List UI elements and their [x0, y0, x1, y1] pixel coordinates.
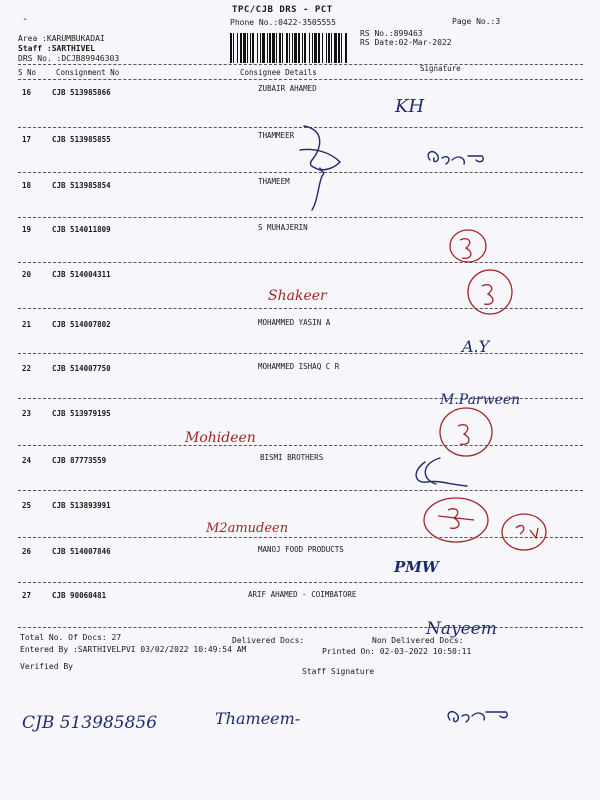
row-divider: [18, 172, 583, 173]
row-sno: 19: [22, 225, 32, 234]
row-consignee: THAMEEM: [258, 177, 290, 186]
barcode-image: [228, 33, 350, 63]
row-sno: 22: [22, 364, 32, 373]
row-divider: [18, 582, 583, 583]
staff-label: Staff :SARTHIVEL: [18, 44, 96, 53]
row-consignment: CJB 513979195: [52, 409, 111, 418]
col-consignee: Consignee Details: [240, 68, 317, 77]
drs-number: DRS No. :DCJB89946303: [18, 54, 120, 63]
row-consignee: BISMI BROTHERS: [260, 453, 324, 462]
corner-mark: -: [22, 14, 29, 25]
row-consignment: CJB 90060481: [52, 591, 107, 600]
signature-row27: Nayeem: [426, 619, 497, 639]
name-row23: Mohideen: [185, 430, 256, 446]
rs-number: RS No.:899463: [360, 29, 423, 38]
row-consignment: CJB 513985866: [52, 88, 111, 97]
row-sno: 25: [22, 501, 32, 510]
row-consignee: ZUBAIR AHAMED: [258, 84, 317, 93]
delivered-docs: Delivered Docs:: [232, 636, 305, 645]
row-consignment: CJB 514004311: [52, 270, 111, 279]
header-rule-bottom: [18, 79, 583, 80]
page-number: Page No.:3: [452, 17, 501, 26]
col-signature: Signature: [420, 64, 461, 73]
row-consignment: CJB 514007802: [52, 320, 111, 329]
row-divider: [18, 627, 583, 628]
row-consignee: ARIF AHAMED - COIMBATORE: [248, 590, 357, 599]
row-consignment: CJB 513893991: [52, 501, 111, 510]
row-consignee: MOHAMMED YASIN A: [258, 318, 331, 327]
report-title: TPC/CJB DRS - PCT: [232, 5, 333, 15]
col-sno: S No: [18, 68, 37, 77]
row-sno: 18: [22, 181, 32, 190]
col-consignment: Consignment No: [56, 68, 120, 77]
row-sno: 21: [22, 320, 32, 329]
phone-number: Phone No.:0422-3505555: [230, 18, 336, 27]
signature-row21: A.Y: [462, 337, 490, 356]
footer-note: CJB 513985856: [22, 713, 158, 733]
row-consignment: CJB 514007750: [52, 364, 111, 373]
footer-name: Thameem-: [215, 709, 301, 728]
signature-row22: M.Parween: [440, 392, 521, 408]
row-sno: 17: [22, 135, 32, 144]
row-divider: [18, 308, 583, 309]
row-sno: 23: [22, 409, 32, 418]
row-divider: [18, 217, 583, 218]
row-consignment: CJB 514007846: [52, 547, 111, 556]
signature-row26: PMW: [394, 558, 439, 576]
row-consignment: CJB 514011809: [52, 225, 111, 234]
printed-on: Printed On: 02-03-2022 10:50:11: [322, 647, 472, 656]
row-divider: [18, 262, 583, 263]
row-divider: [18, 445, 583, 446]
row-consignment: CJB 513985854: [52, 181, 111, 190]
total-docs: Total No. Of Docs: 27: [20, 633, 122, 642]
signature-scribbles: [300, 126, 507, 722]
rs-date: RS Date:02-Mar-2022: [360, 38, 452, 47]
area-label: Area :KARUMBUKADAI: [18, 34, 105, 43]
staff-signature-label: Staff Signature: [302, 667, 375, 676]
row-consignment: CJB 87773559: [52, 456, 107, 465]
row-sno: 16: [22, 88, 32, 97]
row-sno: 27: [22, 591, 32, 600]
row-consignee: THAMMEER: [258, 131, 295, 140]
name-row25: M2amudeen: [206, 521, 289, 536]
row-divider: [18, 127, 583, 128]
row-consignee: S MUHAJERIN: [258, 223, 308, 232]
row-divider: [18, 490, 583, 491]
row-consignee: MOHAMMED ISHAQ C R: [258, 362, 340, 371]
verified-by: Verified By: [20, 662, 73, 671]
non-delivered-docs: Non Delivered Docs:: [372, 636, 464, 645]
row-sno: 24: [22, 456, 32, 465]
header-rule-top: [18, 64, 583, 65]
red-stamps: [424, 230, 546, 550]
entered-by: Entered By :SARTHIVELPVI 03/02/2022 10:49:54 AM: [20, 645, 247, 654]
row-divider: [18, 398, 583, 399]
name-row20: Shakeer: [268, 288, 327, 304]
row-divider: [18, 537, 583, 538]
row-sno: 20: [22, 270, 32, 279]
row-sno: 26: [22, 547, 32, 556]
row-consignee: MANOJ FOOD PRODUCTS: [258, 545, 344, 554]
row-consignment: CJB 513985855: [52, 135, 111, 144]
row-divider: [18, 353, 583, 354]
signature-row16: KH: [395, 96, 425, 117]
